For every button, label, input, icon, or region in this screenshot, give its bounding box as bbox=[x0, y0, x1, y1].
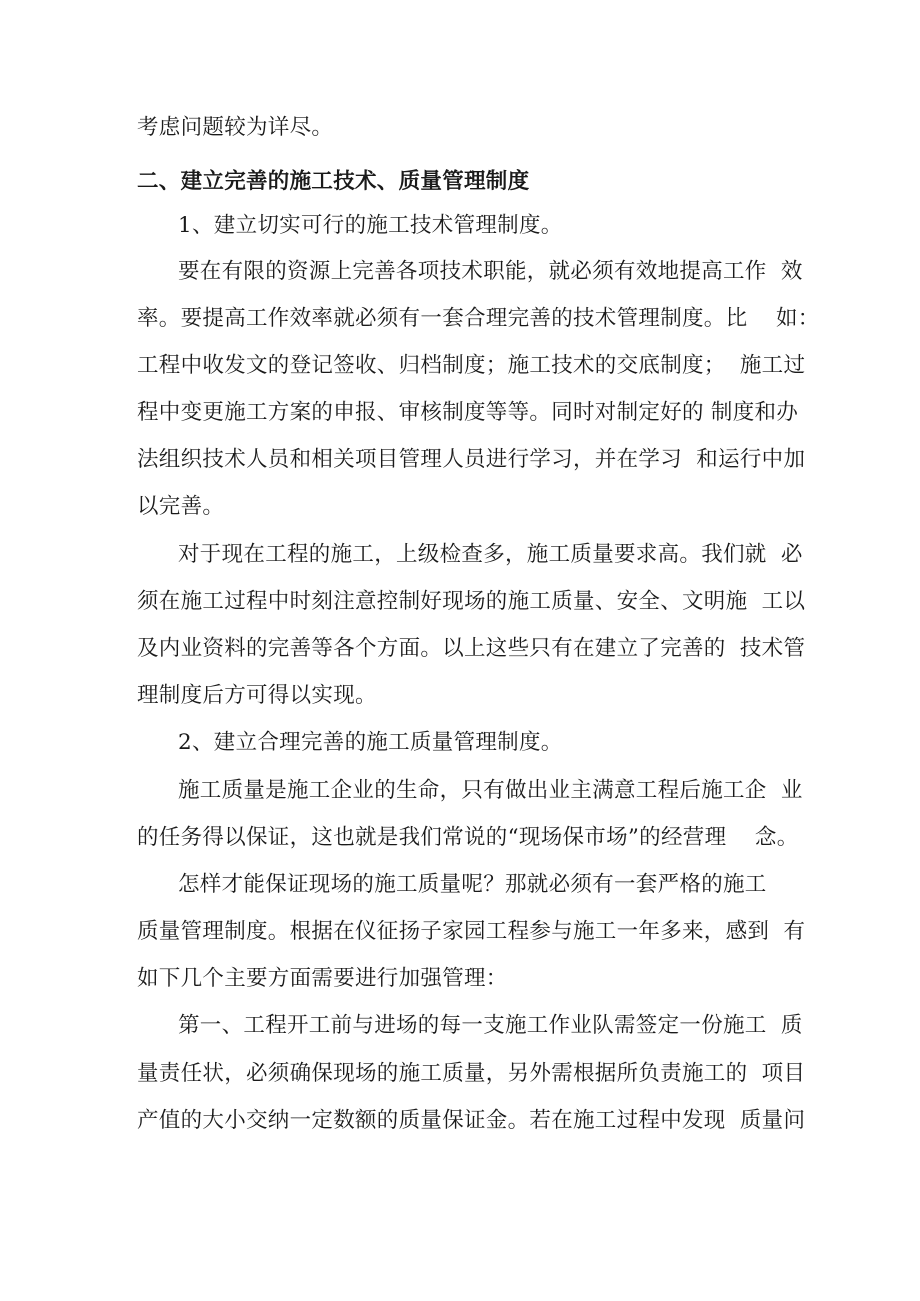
body-text-line: 的任务得以保证，这也就是我们常说的“现场保市场”的经营理 念。 bbox=[137, 825, 799, 850]
body-text-line: 程中变更施工方案的申报、审核制度等等。同时对制定好的 制度和办 bbox=[137, 400, 799, 425]
body-text-line: 第一、工程开工前与进场的每一支施工作业队需签定一份施工 质 bbox=[178, 1013, 803, 1038]
body-text-line: 产值的大小交纳一定数额的质量保证金。若在施工过程中发现 质量问 bbox=[137, 1108, 806, 1133]
body-text-line: 质量管理制度。根据在仪征扬子家园工程参与施工一年多来，感到 有 bbox=[137, 919, 806, 944]
body-text-line: 率。要提高工作效率就必须有一套合理完善的技术管理制度。比 如： bbox=[137, 306, 820, 331]
body-text-line: 怎样才能保证现场的施工质量呢？那就必须有一套严格的施工 bbox=[178, 872, 767, 897]
body-text-line: 及内业资料的完善等各个方面。以上这些只有在建立了完善的 技术管 bbox=[137, 636, 806, 661]
body-text-line: 施工质量是施工企业的生命，只有做出业主满意工程后施工企 业 bbox=[178, 778, 803, 803]
body-text-line: 要在有限的资源上完善各项技术职能，就必须有效地提高工作 效 bbox=[178, 259, 803, 284]
body-text-line: 量责任状，必须确保现场的施工质量，另外需根据所负责施工的 项目 bbox=[137, 1061, 806, 1086]
body-text-line: 工程中收发文的登记签收、归档制度；施工技术的交底制度； 施工过 bbox=[137, 353, 806, 378]
body-text-line: 法组织技术人员和相关项目管理人员进行学习，并在学习 和运行中加 bbox=[137, 447, 806, 472]
body-text-line: 须在施工过程中时刻注意控制好现场的施工质量、安全、文明施 工以 bbox=[137, 589, 806, 614]
body-text-line: 如下几个主要方面需要进行加强管理： bbox=[137, 966, 508, 991]
body-text-line: 理制度后方可得以实现。 bbox=[137, 683, 377, 708]
body-text-line: 以完善。 bbox=[137, 494, 225, 519]
body-text-line: 对于现在工程的施工，上级检查多，施工质量要求高。我们就 必 bbox=[178, 542, 803, 567]
subsection-heading: 2、建立合理完善的施工质量管理制度。 bbox=[178, 730, 563, 755]
section-heading: 二、建立完善的施工技术、质量管理制度 bbox=[137, 169, 530, 194]
subsection-heading: 1、建立切实可行的施工技术管理制度。 bbox=[178, 213, 563, 238]
body-text-line: 考虑问题较为详尽。 bbox=[137, 115, 334, 140]
